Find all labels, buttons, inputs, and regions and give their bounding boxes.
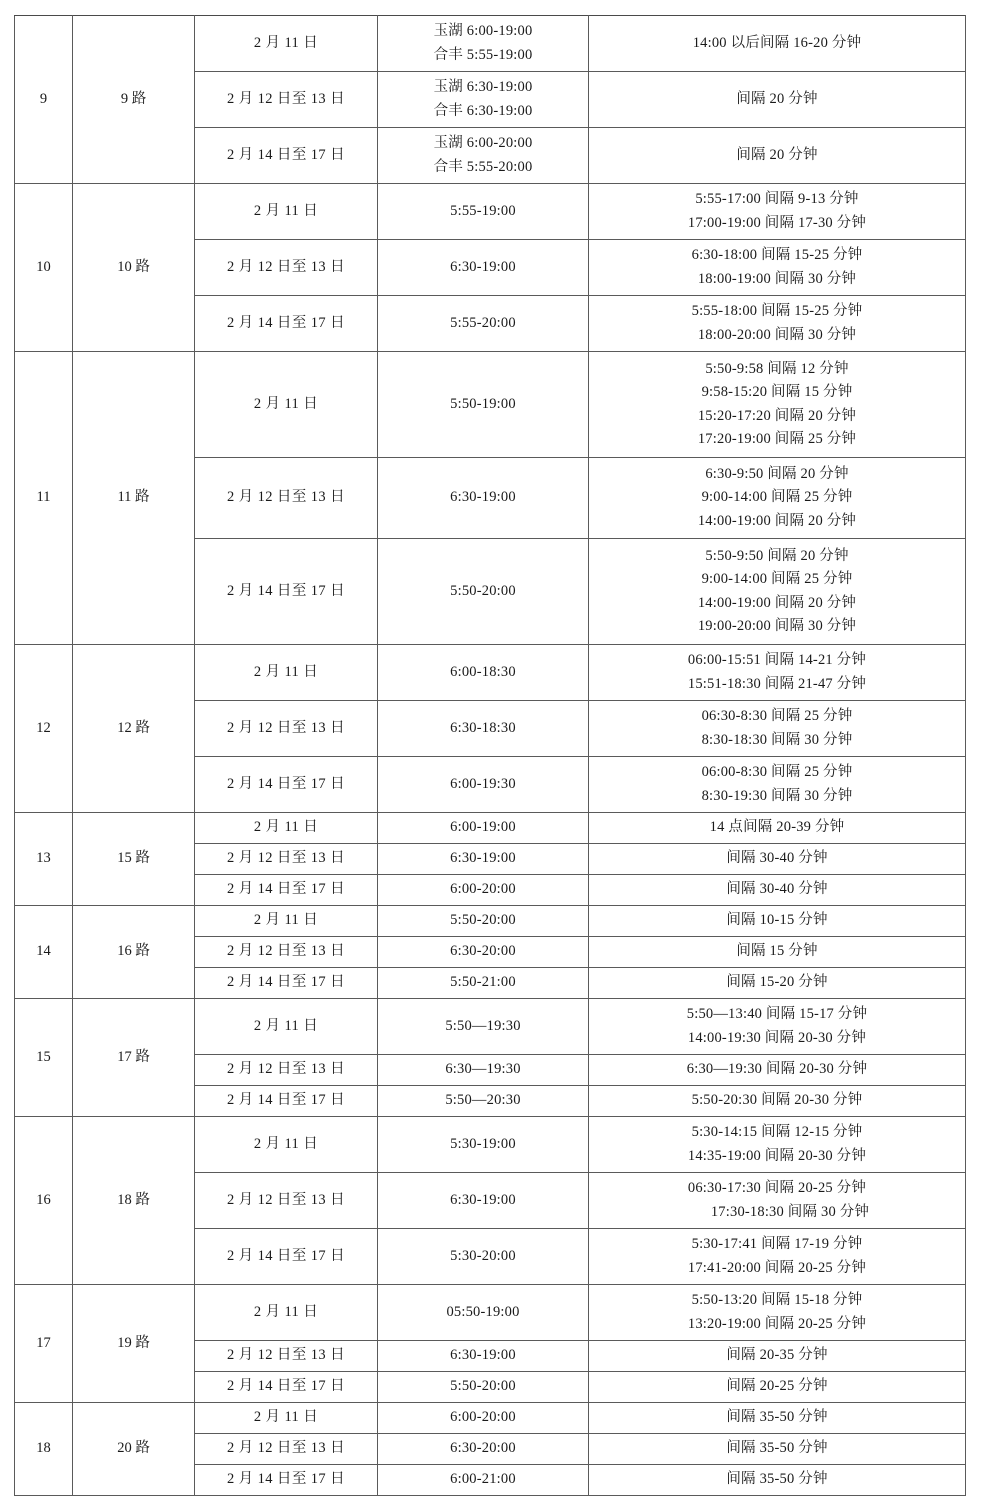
operating-hours-cell [378, 184, 589, 240]
date-range-cell: 2 月 14 日至 17 日 [195, 1372, 378, 1403]
frequency-cell [589, 184, 966, 240]
frequency-line: 9:00-14:00 间隔 25 分钟 [701, 571, 853, 588]
operating-hours-line: 5:30-19:00 [450, 1135, 516, 1152]
operating-hours-cell [378, 757, 589, 813]
frequency-cell [589, 813, 966, 844]
frequency-line: 17:30-18:30 间隔 30 分钟 [710, 1203, 870, 1220]
frequency-line: 间隔 30-40 分钟 [726, 881, 828, 898]
row-index-cell: 18 [15, 1403, 73, 1496]
frequency-line: 19:00-20:00 间隔 30 分钟 [697, 617, 857, 634]
frequency-line: 15:20-17:20 间隔 20 分钟 [697, 407, 857, 424]
frequency-line: 间隔 15-20 分钟 [726, 974, 828, 991]
route-name-cell: 10 路 [73, 184, 195, 352]
frequency-line: 9:58-15:20 间隔 15 分钟 [701, 384, 853, 401]
date-range-cell: 2 月 11 日 [195, 16, 378, 72]
operating-hours-line: 6:00-20:00 [450, 881, 516, 898]
operating-hours-line: 玉湖 6:00-20:00 [433, 135, 533, 152]
frequency-cell [589, 968, 966, 999]
frequency-cell [589, 352, 966, 458]
operating-hours-cell [378, 844, 589, 875]
operating-hours-line: 5:50-20:00 [450, 912, 516, 929]
operating-hours-cell [378, 875, 589, 906]
date-range-cell: 2 月 12 日至 13 日 [195, 240, 378, 296]
operating-hours-line: 6:30-19:00 [450, 1347, 516, 1364]
operating-hours-line: 6:30-19:00 [450, 1191, 516, 1208]
frequency-cell [589, 16, 966, 72]
route-name-cell: 20 路 [73, 1403, 195, 1496]
operating-hours-cell [378, 352, 589, 458]
operating-hours-cell [378, 999, 589, 1055]
date-range-cell: 2 月 11 日 [195, 352, 378, 458]
schedule-table-body [15, 16, 966, 1496]
operating-hours-cell [378, 296, 589, 352]
table-row [15, 999, 966, 1055]
frequency-line: 6:30-9:50 间隔 20 分钟 [705, 465, 849, 482]
operating-hours-line: 5:50-21:00 [450, 974, 516, 991]
frequency-cell [589, 1434, 966, 1465]
frequency-line: 06:00-8:30 间隔 25 分钟 [701, 764, 853, 781]
frequency-line: 06:00-15:51 间隔 14-21 分钟 [687, 652, 867, 669]
row-index-cell: 14 [15, 906, 73, 999]
frequency-cell [589, 128, 966, 184]
row-index-cell: 11 [15, 352, 73, 645]
frequency-cell [589, 539, 966, 645]
frequency-line: 14:35-19:00 间隔 20-30 分钟 [687, 1147, 867, 1164]
operating-hours-line: 6:00-18:30 [450, 663, 516, 680]
frequency-line: 5:55-17:00 间隔 9-13 分钟 [695, 191, 859, 208]
frequency-line: 间隔 20 分钟 [736, 90, 818, 107]
frequency-line: 17:20-19:00 间隔 25 分钟 [697, 430, 857, 447]
frequency-cell [589, 72, 966, 128]
frequency-line: 13:20-19:00 间隔 20-25 分钟 [687, 1315, 867, 1332]
date-range-cell: 2 月 14 日至 17 日 [195, 1465, 378, 1496]
frequency-line: 14:00-19:00 间隔 20 分钟 [697, 594, 857, 611]
frequency-line: 5:30-14:15 间隔 12-15 分钟 [691, 1124, 863, 1141]
route-name-cell: 18 路 [73, 1117, 195, 1285]
frequency-line: 间隔 30-40 分钟 [726, 850, 828, 867]
operating-hours-cell [378, 813, 589, 844]
date-range-cell: 2 月 14 日至 17 日 [195, 128, 378, 184]
operating-hours-cell [378, 1434, 589, 1465]
operating-hours-cell [378, 1229, 589, 1285]
frequency-cell [589, 645, 966, 701]
operating-hours-cell [378, 72, 589, 128]
date-range-cell: 2 月 14 日至 17 日 [195, 296, 378, 352]
operating-hours-line: 6:30-20:00 [450, 943, 516, 960]
route-name-cell: 11 路 [73, 352, 195, 645]
operating-hours-cell [378, 1372, 589, 1403]
operating-hours-line: 合丰 6:30-19:00 [433, 102, 533, 119]
table-row [15, 16, 966, 72]
operating-hours-line: 6:00-21:00 [450, 1471, 516, 1488]
date-range-cell: 2 月 14 日至 17 日 [195, 1229, 378, 1285]
operating-hours-line: 5:55-19:00 [450, 202, 516, 219]
frequency-line: 06:30-8:30 间隔 25 分钟 [701, 708, 853, 725]
operating-hours-line: 合丰 5:55-19:00 [433, 46, 533, 63]
frequency-cell [589, 844, 966, 875]
date-range-cell: 2 月 14 日至 17 日 [195, 539, 378, 645]
route-name-cell: 15 路 [73, 813, 195, 906]
date-range-cell: 2 月 11 日 [195, 1285, 378, 1341]
frequency-line: 5:50-9:50 间隔 20 分钟 [705, 547, 849, 564]
frequency-cell [589, 1229, 966, 1285]
frequency-line: 15:51-18:30 间隔 21-47 分钟 [687, 675, 867, 692]
operating-hours-cell [378, 1403, 589, 1434]
frequency-line: 5:50-20:30 间隔 20-30 分钟 [691, 1092, 863, 1109]
operating-hours-line: 6:30—19:30 [445, 1061, 521, 1078]
frequency-line: 18:00-19:00 间隔 30 分钟 [697, 270, 857, 287]
frequency-cell [589, 875, 966, 906]
frequency-line: 9:00-14:00 间隔 25 分钟 [701, 489, 853, 506]
frequency-cell [589, 1372, 966, 1403]
frequency-cell [589, 999, 966, 1055]
route-name-cell: 16 路 [73, 906, 195, 999]
operating-hours-line: 5:30-20:00 [450, 1247, 516, 1264]
table-row [15, 1117, 966, 1173]
date-range-cell: 2 月 12 日至 13 日 [195, 1173, 378, 1229]
operating-hours-cell [378, 539, 589, 645]
frequency-line: 5:50—13:40 间隔 15-17 分钟 [686, 1006, 868, 1023]
frequency-line: 5:30-17:41 间隔 17-19 分钟 [691, 1236, 863, 1253]
frequency-cell [589, 1285, 966, 1341]
operating-hours-line: 6:30-18:30 [450, 719, 516, 736]
row-index-cell: 16 [15, 1117, 73, 1285]
table-row [15, 184, 966, 240]
operating-hours-line: 6:30-19:00 [450, 850, 516, 867]
date-range-cell: 2 月 11 日 [195, 184, 378, 240]
operating-hours-cell [378, 1055, 589, 1086]
frequency-cell [589, 1117, 966, 1173]
operating-hours-cell [378, 937, 589, 968]
frequency-line: 14:00-19:30 间隔 20-30 分钟 [687, 1029, 867, 1046]
frequency-line: 18:00-20:00 间隔 30 分钟 [697, 326, 857, 343]
row-index-cell: 12 [15, 645, 73, 813]
frequency-line: 间隔 35-50 分钟 [726, 1471, 828, 1488]
operating-hours-cell [378, 645, 589, 701]
operating-hours-cell [378, 240, 589, 296]
date-range-cell: 2 月 11 日 [195, 813, 378, 844]
frequency-cell [589, 1086, 966, 1117]
route-name-cell: 19 路 [73, 1285, 195, 1403]
frequency-line: 6:30—19:30 间隔 20-30 分钟 [686, 1061, 868, 1078]
table-row [15, 1285, 966, 1341]
operating-hours-cell [378, 968, 589, 999]
frequency-cell [589, 1173, 966, 1229]
date-range-cell: 2 月 12 日至 13 日 [195, 72, 378, 128]
date-range-cell: 2 月 11 日 [195, 906, 378, 937]
operating-hours-cell [378, 1117, 589, 1173]
date-range-cell: 2 月 11 日 [195, 999, 378, 1055]
operating-hours-cell [378, 701, 589, 757]
operating-hours-cell [378, 16, 589, 72]
frequency-line: 14:00 以后间隔 16-20 分钟 [692, 34, 862, 51]
frequency-line: 间隔 35-50 分钟 [726, 1440, 828, 1457]
frequency-line: 17:41-20:00 间隔 20-25 分钟 [687, 1259, 867, 1276]
frequency-line: 17:00-19:00 间隔 17-30 分钟 [687, 214, 867, 231]
row-index-cell: 15 [15, 999, 73, 1117]
frequency-line: 5:50-9:58 间隔 12 分钟 [705, 360, 849, 377]
bus-schedule-table [14, 15, 966, 1496]
table-row [15, 906, 966, 937]
frequency-cell [589, 937, 966, 968]
operating-hours-line: 玉湖 6:30-19:00 [433, 79, 533, 96]
row-index-cell: 13 [15, 813, 73, 906]
frequency-cell [589, 906, 966, 937]
date-range-cell: 2 月 12 日至 13 日 [195, 701, 378, 757]
date-range-cell: 2 月 12 日至 13 日 [195, 1434, 378, 1465]
operating-hours-line: 6:30-19:00 [450, 258, 516, 275]
operating-hours-line: 合丰 5:55-20:00 [433, 158, 533, 175]
frequency-line: 5:50-13:20 间隔 15-18 分钟 [691, 1292, 863, 1309]
operating-hours-line: 5:50-20:00 [450, 1378, 516, 1395]
operating-hours-cell [378, 128, 589, 184]
frequency-line: 14:00-19:00 间隔 20 分钟 [697, 512, 857, 529]
frequency-line: 间隔 20-25 分钟 [726, 1378, 828, 1395]
date-range-cell: 2 月 12 日至 13 日 [195, 844, 378, 875]
row-index-cell: 9 [15, 16, 73, 184]
frequency-cell [589, 1341, 966, 1372]
date-range-cell: 2 月 14 日至 17 日 [195, 757, 378, 813]
operating-hours-line: 6:00-19:30 [450, 775, 516, 792]
operating-hours-line: 6:30-19:00 [450, 489, 516, 506]
operating-hours-cell [378, 906, 589, 937]
route-name-cell: 12 路 [73, 645, 195, 813]
operating-hours-line: 5:50—20:30 [445, 1092, 521, 1109]
frequency-cell [589, 1465, 966, 1496]
frequency-cell [589, 701, 966, 757]
frequency-line: 6:30-18:00 间隔 15-25 分钟 [691, 247, 863, 264]
frequency-line: 8:30-19:30 间隔 30 分钟 [701, 787, 853, 804]
operating-hours-line: 5:50-20:00 [450, 582, 516, 599]
frequency-line: 间隔 10-15 分钟 [726, 912, 828, 929]
table-row [15, 352, 966, 458]
operating-hours-cell [378, 1173, 589, 1229]
frequency-line: 14 点间隔 20-39 分钟 [709, 819, 845, 836]
operating-hours-line: 5:50-19:00 [450, 395, 516, 412]
operating-hours-cell [378, 1285, 589, 1341]
operating-hours-line: 6:30-20:00 [450, 1440, 516, 1457]
date-range-cell: 2 月 11 日 [195, 645, 378, 701]
date-range-cell: 2 月 14 日至 17 日 [195, 875, 378, 906]
operating-hours-cell [378, 458, 589, 539]
operating-hours-line: 05:50-19:00 [446, 1303, 520, 1320]
frequency-cell [589, 296, 966, 352]
date-range-cell: 2 月 14 日至 17 日 [195, 968, 378, 999]
date-range-cell: 2 月 11 日 [195, 1403, 378, 1434]
date-range-cell: 2 月 12 日至 13 日 [195, 1341, 378, 1372]
date-range-cell: 2 月 12 日至 13 日 [195, 458, 378, 539]
frequency-line: 间隔 15 分钟 [736, 943, 818, 960]
frequency-line: 间隔 35-50 分钟 [726, 1409, 828, 1426]
date-range-cell: 2 月 11 日 [195, 1117, 378, 1173]
date-range-cell: 2 月 14 日至 17 日 [195, 1086, 378, 1117]
row-index-cell: 10 [15, 184, 73, 352]
operating-hours-cell [378, 1465, 589, 1496]
frequency-cell [589, 1403, 966, 1434]
table-row [15, 1403, 966, 1434]
table-row [15, 813, 966, 844]
route-name-cell: 17 路 [73, 999, 195, 1117]
frequency-cell [589, 240, 966, 296]
operating-hours-line: 6:00-20:00 [450, 1409, 516, 1426]
frequency-cell [589, 458, 966, 539]
operating-hours-line: 5:50—19:30 [445, 1017, 521, 1034]
route-name-cell: 9 路 [73, 16, 195, 184]
operating-hours-cell [378, 1086, 589, 1117]
row-index-cell: 17 [15, 1285, 73, 1403]
table-row [15, 645, 966, 701]
frequency-line: 5:55-18:00 间隔 15-25 分钟 [691, 303, 863, 320]
date-range-cell: 2 月 12 日至 13 日 [195, 1055, 378, 1086]
frequency-line: 间隔 20-35 分钟 [726, 1347, 828, 1364]
frequency-line: 8:30-18:30 间隔 30 分钟 [701, 731, 853, 748]
operating-hours-line: 6:00-19:00 [450, 819, 516, 836]
operating-hours-cell [378, 1341, 589, 1372]
frequency-line: 06:30-17:30 间隔 20-25 分钟 [687, 1180, 867, 1197]
frequency-cell [589, 1055, 966, 1086]
frequency-cell [589, 757, 966, 813]
frequency-line: 间隔 20 分钟 [736, 146, 818, 163]
date-range-cell: 2 月 12 日至 13 日 [195, 937, 378, 968]
operating-hours-line: 5:55-20:00 [450, 314, 516, 331]
operating-hours-line: 玉湖 6:00-19:00 [433, 23, 533, 40]
